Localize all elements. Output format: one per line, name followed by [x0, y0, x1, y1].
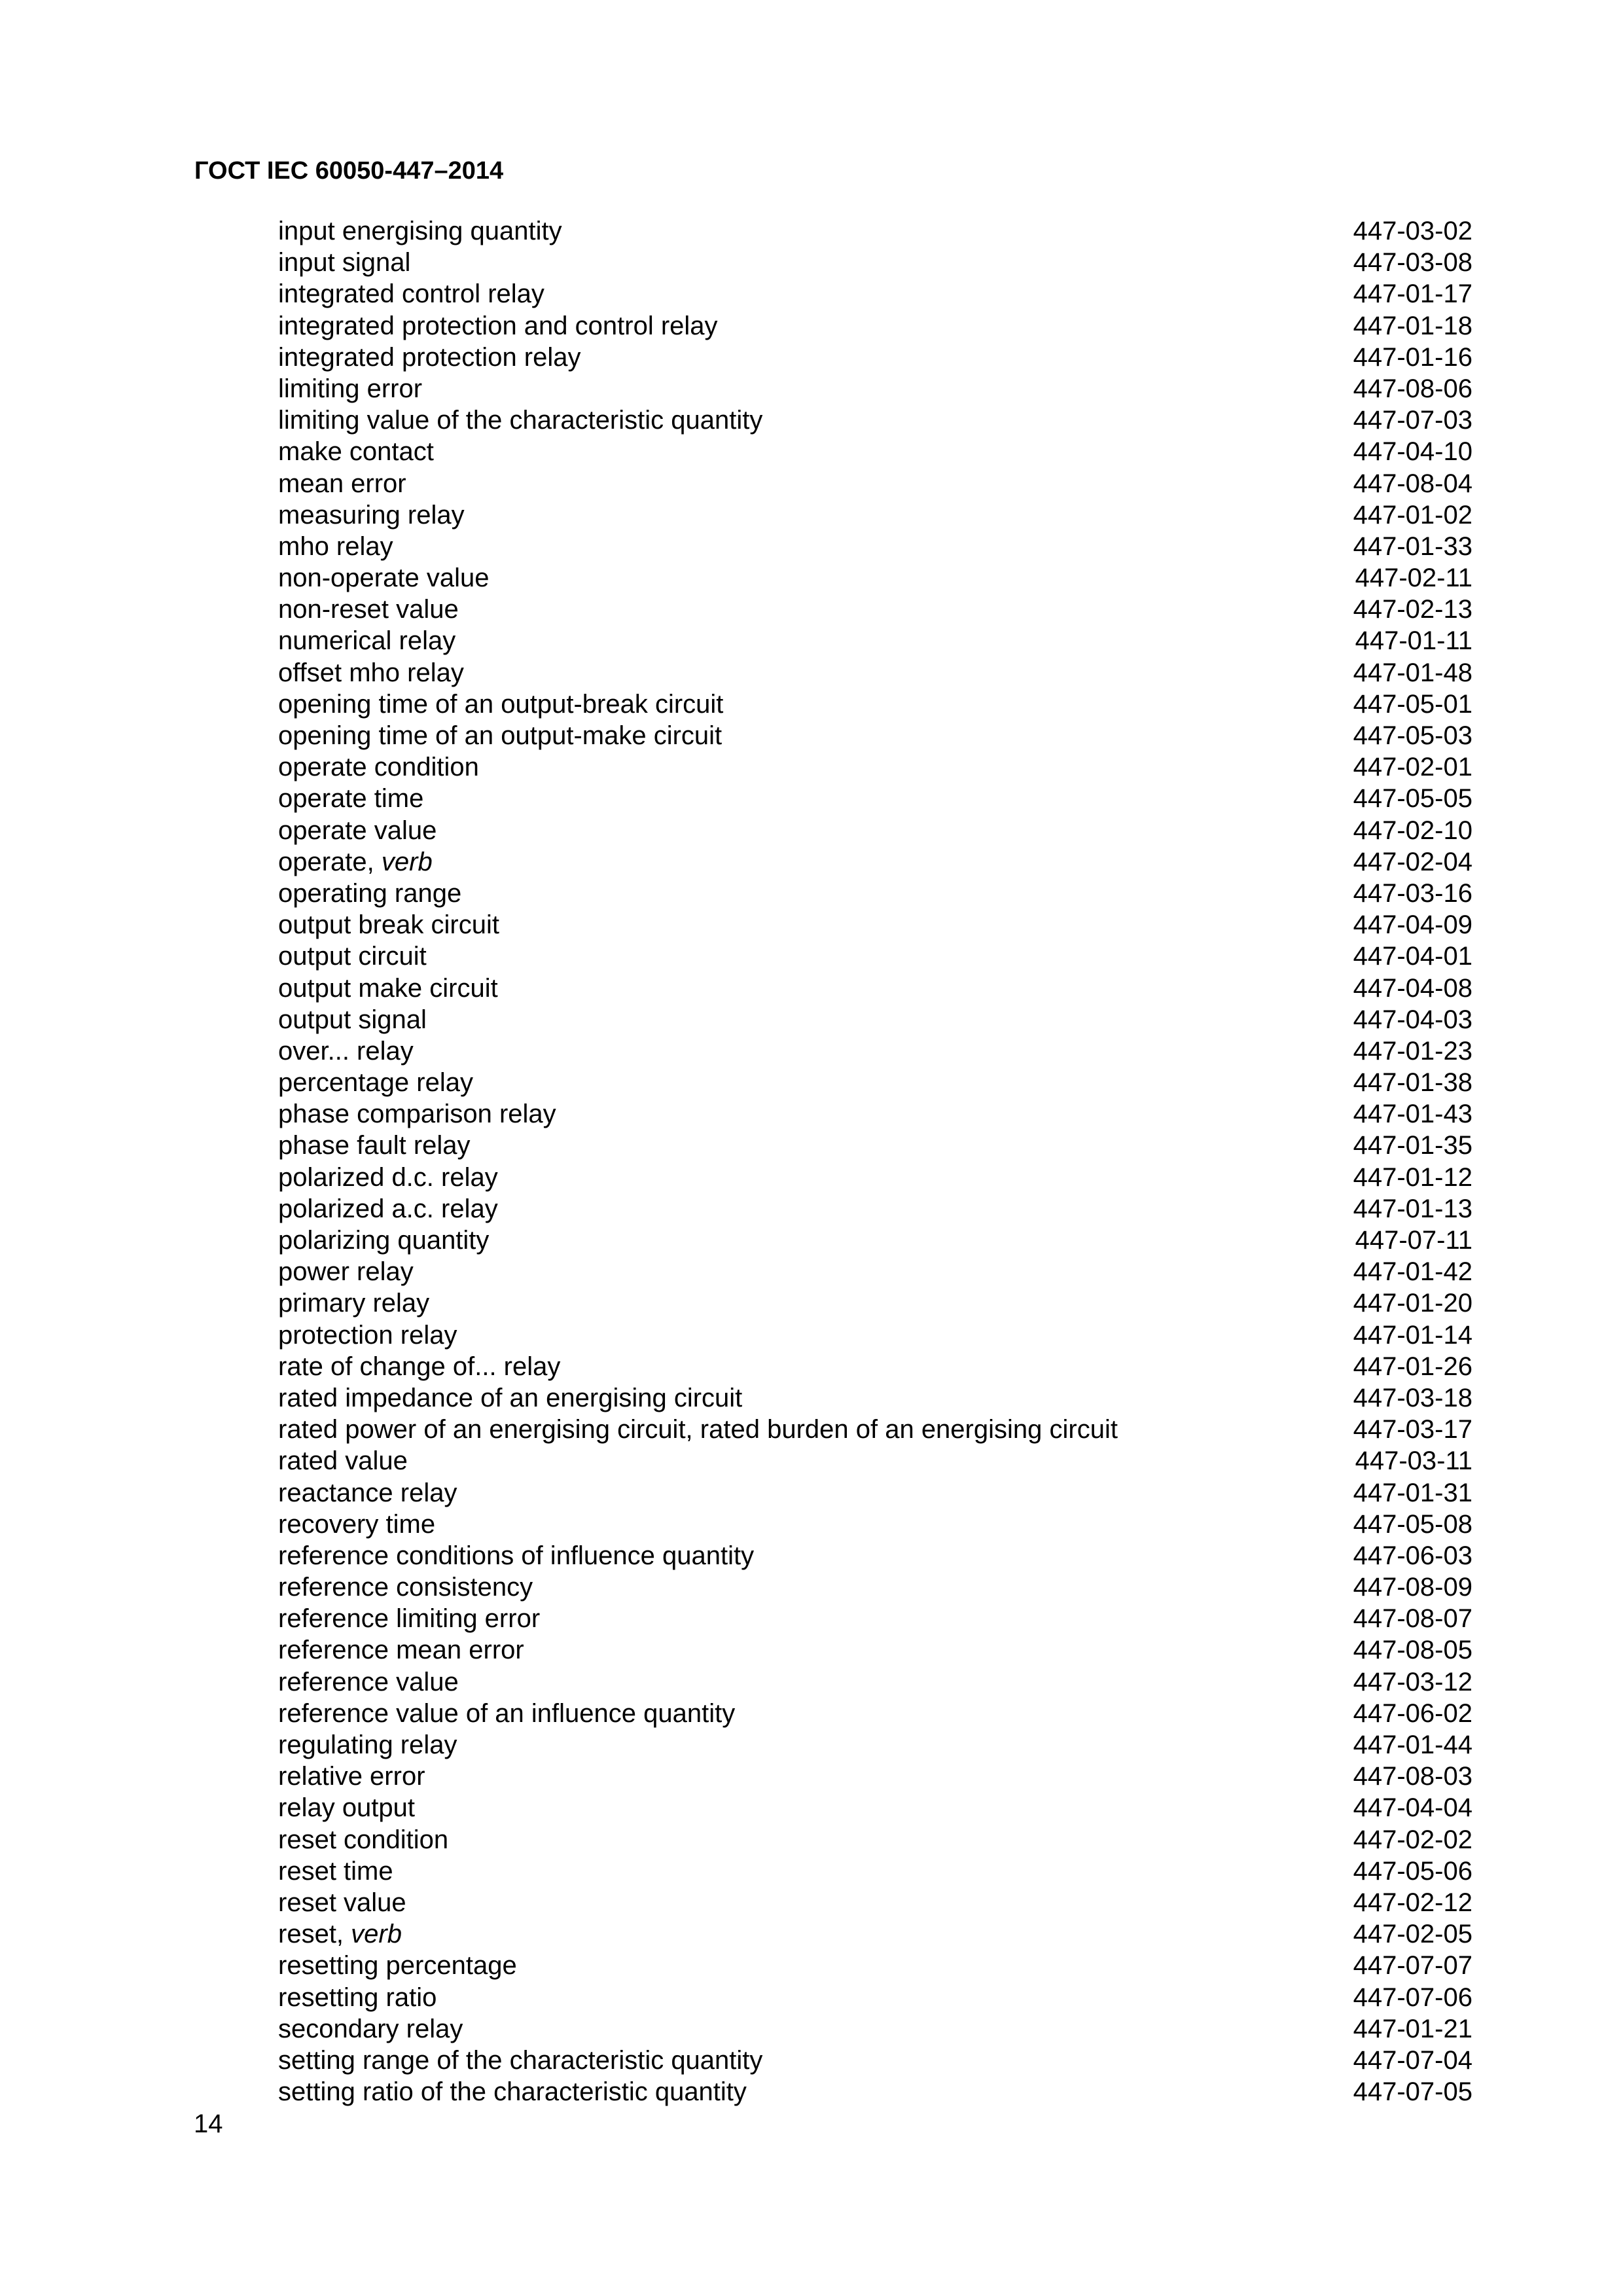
- index-reference: 447-01-21: [1353, 2014, 1472, 2043]
- index-term-text: resetting ratio: [278, 1982, 437, 2012]
- index-term: [278, 278, 544, 310]
- index-reference: 447-01-02: [1353, 500, 1472, 529]
- index-term: [278, 468, 406, 499]
- index-term: [278, 1571, 533, 1603]
- index-term-text: reference limiting error: [278, 1604, 541, 1634]
- index-term: [278, 815, 437, 846]
- index-term: [278, 1950, 517, 1981]
- index-entry: [278, 689, 1472, 720]
- index-term-text: rated value: [278, 1446, 408, 1476]
- index-reference: 447-03-11: [1355, 1446, 1472, 1476]
- index-reference: 447-05-03: [1353, 721, 1472, 750]
- index-entry: [278, 1603, 1472, 1634]
- index-entry: [278, 783, 1472, 814]
- index-reference: 447-02-04: [1353, 847, 1472, 876]
- index-term: [278, 846, 433, 878]
- index-entry: [278, 909, 1472, 941]
- index-term-text: setting ratio of the characteristic quantity: [278, 2077, 747, 2107]
- index-entry: [278, 1067, 1472, 1098]
- index-term: [278, 1761, 425, 1792]
- index-term: [278, 436, 434, 467]
- index-term: [278, 1256, 414, 1287]
- index-term: [278, 1729, 457, 1761]
- index-term: [278, 373, 422, 404]
- index-reference: 447-01-31: [1353, 1478, 1472, 1507]
- index-reference: 447-02-13: [1353, 595, 1472, 624]
- index-entry: [278, 657, 1472, 689]
- index-reference: 447-05-06: [1353, 1856, 1472, 1886]
- index-reference: 447-08-04: [1353, 469, 1472, 498]
- index-term-text: reset condition: [278, 1825, 449, 1854]
- index-entry: [278, 562, 1472, 594]
- index-term: [278, 1603, 540, 1634]
- index-reference: 447-08-06: [1353, 374, 1472, 403]
- index-entry: [278, 1950, 1472, 1981]
- index-reference: 447-03-02: [1353, 217, 1472, 245]
- index-term: [278, 1225, 489, 1256]
- index-term: [278, 1035, 414, 1067]
- index-entry: [278, 1225, 1472, 1256]
- index-term: [278, 625, 455, 656]
- index-reference: 447-05-01: [1353, 689, 1472, 719]
- index-reference: 447-08-07: [1353, 1604, 1472, 1634]
- index-reference: 447-05-05: [1353, 784, 1472, 814]
- index-entry: [278, 1319, 1472, 1351]
- index-reference: 447-02-02: [1353, 1825, 1472, 1854]
- index-entry: [278, 1130, 1472, 1161]
- index-reference: 447-03-18: [1353, 1383, 1472, 1412]
- index-reference: 447-07-07: [1353, 1951, 1472, 1981]
- index-term: [278, 499, 465, 531]
- index-entry: [278, 878, 1472, 909]
- index-entry: [278, 720, 1472, 751]
- index-entry: [278, 815, 1472, 846]
- index-term-qualifier: verb: [381, 847, 433, 876]
- index-term-text: polarized d.c. relay: [278, 1162, 498, 1192]
- index-term: [278, 1319, 457, 1351]
- index-term-text: integrated protection and control relay: [278, 311, 718, 340]
- index-reference: 447-02-11: [1355, 564, 1472, 593]
- index-term-text: protection relay: [278, 1320, 457, 1350]
- index-term: [278, 878, 461, 909]
- index-term-text: rated power of an energising circuit, rated burden of an energising circuit: [278, 1415, 1118, 1444]
- index-entry: [278, 310, 1472, 342]
- index-term: [278, 1666, 459, 1698]
- index-entry: [278, 1824, 1472, 1856]
- index-term: [278, 2076, 747, 2108]
- index-entry: [278, 468, 1472, 499]
- index-term-text: operate time: [278, 784, 424, 814]
- index-entry: [278, 1666, 1472, 1698]
- index-entry: [278, 1792, 1472, 1823]
- index-term-text: output circuit: [278, 942, 427, 971]
- index-reference: 447-01-33: [1353, 531, 1472, 561]
- index-reference: 447-01-48: [1353, 658, 1472, 687]
- index-entry: [278, 1918, 1472, 1950]
- index-entry: [278, 941, 1472, 972]
- index-reference: 447-07-05: [1353, 2077, 1472, 2107]
- index-term: [278, 1982, 437, 2013]
- index-term-text: opening time of an output-break circuit: [278, 689, 724, 719]
- index-entry: [278, 342, 1472, 373]
- index-term-text: reference mean error: [278, 1636, 524, 1665]
- index-term-text: limiting error: [278, 374, 423, 403]
- index-term-text: reference consistency: [278, 1573, 533, 1602]
- index-reference: 447-06-03: [1353, 1541, 1472, 1570]
- index-term: [278, 1509, 435, 1540]
- index-term-text: operate value: [278, 816, 437, 845]
- index-term-text: non-reset value: [278, 595, 459, 624]
- index-reference: 447-03-16: [1353, 878, 1472, 908]
- index-reference: 447-04-09: [1353, 910, 1472, 940]
- index-term-text: relay output: [278, 1793, 416, 1823]
- index-entry: [278, 404, 1472, 436]
- index-term-text: reactance relay: [278, 1478, 457, 1507]
- index-term-text: offset mho relay: [278, 658, 464, 687]
- index-term-text: reference value of an influence quantity: [278, 1698, 736, 1728]
- index-term: [278, 1887, 406, 1918]
- index-reference: 447-07-06: [1353, 1982, 1472, 2012]
- index-term-text: reference conditions of influence quantity: [278, 1541, 755, 1570]
- index-term: [278, 342, 581, 373]
- index-term-text: operate,: [278, 847, 382, 876]
- index-term: [278, 909, 499, 941]
- index-reference: 447-01-44: [1353, 1731, 1472, 1759]
- index-term-text: polarizing quantity: [278, 1226, 490, 1255]
- index-term-text: reset time: [278, 1856, 393, 1886]
- index-entry: [278, 1887, 1472, 1918]
- index-reference: 447-07-04: [1353, 2045, 1472, 2075]
- index-term-text: secondary relay: [278, 2014, 463, 2043]
- index-term: [278, 404, 762, 436]
- index-entry: [278, 1856, 1472, 1887]
- document-header: ГОСТ IEC 60050-447–2014: [194, 157, 504, 185]
- index-term: [278, 1477, 457, 1509]
- index-term: [278, 1918, 402, 1950]
- index-term: [278, 1098, 556, 1130]
- index-term-text: reference value: [278, 1667, 459, 1696]
- index-reference: 447-02-12: [1353, 1888, 1472, 1917]
- index-entry: [278, 278, 1472, 310]
- index-term: [278, 1351, 560, 1382]
- index-term: [278, 594, 459, 625]
- index-entry: [278, 594, 1472, 625]
- index-entry: [278, 2076, 1472, 2108]
- index-reference: 447-01-18: [1353, 311, 1472, 340]
- index-term: [278, 310, 718, 342]
- index-term: [278, 531, 393, 562]
- index-term: [278, 562, 489, 594]
- index-term: [278, 1004, 427, 1035]
- index-term-text: percentage relay: [278, 1068, 473, 1098]
- index-entry: [278, 1287, 1472, 1319]
- index-term: [278, 1540, 754, 1571]
- index-term-text: power relay: [278, 1257, 414, 1287]
- index-entry: [278, 215, 1472, 247]
- index-reference: 447-03-17: [1353, 1415, 1472, 1444]
- index-entry: [278, 1761, 1472, 1792]
- index-reference: 447-01-26: [1353, 1352, 1472, 1381]
- index-term-text: polarized a.c. relay: [278, 1194, 498, 1223]
- index-term-text: output signal: [278, 1005, 427, 1034]
- index-term-text: phase fault relay: [278, 1131, 471, 1160]
- index-term-text: make contact: [278, 437, 434, 467]
- index-entry: [278, 1634, 1472, 1666]
- index-term-text: relative error: [278, 1762, 425, 1791]
- index-term: [278, 689, 723, 720]
- index-term-text: resetting percentage: [278, 1951, 517, 1981]
- index-reference: 447-01-13: [1353, 1194, 1472, 1223]
- index-reference: 447-01-16: [1353, 342, 1472, 372]
- index-entry: [278, 1509, 1472, 1540]
- index-term: [278, 1382, 742, 1414]
- index-entry: [278, 1982, 1472, 2013]
- index-term: [278, 783, 423, 814]
- index-reference: 447-05-08: [1353, 1509, 1472, 1539]
- index-reference: 447-08-05: [1353, 1636, 1472, 1665]
- index-reference: 447-08-09: [1353, 1573, 1472, 1602]
- index-term-text: mean error: [278, 469, 406, 498]
- index-term: [278, 657, 464, 689]
- index-term-text: operate condition: [278, 753, 479, 782]
- index-term-text: output break circuit: [278, 910, 499, 940]
- index-entry: [278, 1445, 1472, 1477]
- index-reference: 447-01-14: [1353, 1320, 1472, 1350]
- index-term: [278, 1130, 471, 1161]
- term-index-list: [278, 215, 1472, 2108]
- index-reference: 447-01-38: [1353, 1068, 1472, 1098]
- index-term: [278, 1634, 524, 1666]
- index-term-text: input energising quantity: [278, 217, 562, 245]
- index-entry: [278, 751, 1472, 783]
- index-reference: 447-07-03: [1353, 406, 1472, 435]
- index-entry: [278, 373, 1472, 404]
- index-entry: [278, 436, 1472, 467]
- index-term: [278, 2045, 762, 2076]
- index-reference: 447-07-11: [1355, 1226, 1472, 1255]
- index-term: [278, 751, 479, 783]
- index-term-text: regulating relay: [278, 1731, 457, 1759]
- index-entry: [278, 625, 1472, 656]
- index-reference: 447-01-12: [1353, 1162, 1472, 1192]
- index-term: [278, 973, 498, 1004]
- index-term-text: limiting value of the characteristic quantity: [278, 406, 763, 435]
- index-reference: 447-04-10: [1353, 437, 1472, 467]
- index-reference: 447-04-04: [1353, 1793, 1472, 1823]
- index-reference: 447-01-23: [1353, 1036, 1472, 1066]
- index-term-text: rate of change of... relay: [278, 1352, 561, 1381]
- index-term-text: output make circuit: [278, 973, 498, 1003]
- index-entry: [278, 531, 1472, 562]
- index-term-text: non-operate value: [278, 564, 490, 593]
- index-entry: [278, 1571, 1472, 1603]
- index-term: [278, 1698, 735, 1729]
- index-term: [278, 1824, 448, 1856]
- index-term: [278, 720, 722, 751]
- index-reference: 447-01-42: [1353, 1257, 1472, 1287]
- index-term: [278, 1162, 498, 1193]
- index-entry: [278, 973, 1472, 1004]
- index-reference: 447-03-08: [1353, 248, 1472, 278]
- index-entry: [278, 1351, 1472, 1382]
- index-entry: [278, 247, 1472, 278]
- index-entry: [278, 1256, 1472, 1287]
- index-entry: [278, 1004, 1472, 1035]
- page-number: 14: [194, 2109, 223, 2138]
- index-reference: 447-01-20: [1353, 1289, 1472, 1318]
- index-term-text: mho relay: [278, 531, 393, 561]
- index-entry: [278, 1193, 1472, 1225]
- index-term: [278, 247, 410, 278]
- index-term: [278, 1856, 393, 1887]
- index-term-text: numerical relay: [278, 626, 456, 656]
- index-term-text: measuring relay: [278, 500, 465, 529]
- index-term: [278, 1792, 415, 1823]
- index-term: [278, 1193, 498, 1225]
- index-term-text: opening time of an output-make circuit: [278, 721, 722, 750]
- index-reference: 447-02-05: [1353, 1920, 1472, 1949]
- index-term-qualifier: verb: [351, 1920, 402, 1949]
- index-reference: 447-01-43: [1353, 1100, 1472, 1129]
- index-term-text: input signal: [278, 248, 411, 278]
- index-term: [278, 1414, 1118, 1445]
- index-term-text: primary relay: [278, 1289, 430, 1318]
- index-reference: 447-04-03: [1353, 1005, 1472, 1034]
- index-entry: [278, 1035, 1472, 1067]
- index-entry: [278, 1540, 1472, 1571]
- index-reference: 447-01-11: [1355, 626, 1472, 656]
- index-term-text: recovery time: [278, 1509, 436, 1539]
- index-reference: 447-03-12: [1353, 1667, 1472, 1696]
- index-term: [278, 941, 427, 972]
- index-reference: 447-08-03: [1353, 1762, 1472, 1791]
- index-entry: [278, 1477, 1472, 1509]
- index-entry: [278, 1414, 1472, 1445]
- index-term-text: reset,: [278, 1920, 351, 1949]
- index-reference: 447-04-01: [1353, 942, 1472, 971]
- index-reference: 447-02-10: [1353, 816, 1472, 845]
- index-term-text: integrated protection relay: [278, 342, 581, 372]
- index-term: [278, 2013, 463, 2045]
- index-term: [278, 1445, 408, 1477]
- index-reference: 447-01-35: [1353, 1131, 1472, 1160]
- index-reference: 447-01-17: [1353, 279, 1472, 309]
- index-term-text: operating range: [278, 878, 462, 908]
- index-entry: [278, 1698, 1472, 1729]
- index-reference: 447-02-01: [1353, 753, 1472, 782]
- index-term-text: over... relay: [278, 1036, 414, 1066]
- index-entry: [278, 1162, 1472, 1193]
- index-entry: [278, 1382, 1472, 1414]
- index-entry: [278, 1729, 1472, 1761]
- index-entry: [278, 499, 1472, 531]
- index-term-text: rated impedance of an energising circuit: [278, 1383, 743, 1412]
- index-reference: 447-04-08: [1353, 973, 1472, 1003]
- index-term: [278, 1287, 429, 1319]
- index-entry: [278, 2013, 1472, 2045]
- index-term: [278, 215, 562, 247]
- index-entry: [278, 2045, 1472, 2076]
- index-term-text: setting range of the characteristic quantity: [278, 2045, 763, 2075]
- index-reference: 447-06-02: [1353, 1698, 1472, 1728]
- index-term: [278, 1067, 473, 1098]
- index-term-text: reset value: [278, 1888, 406, 1917]
- index-term-text: phase comparison relay: [278, 1100, 556, 1129]
- index-term-text: integrated control relay: [278, 279, 544, 309]
- index-entry: [278, 846, 1472, 878]
- index-entry: [278, 1098, 1472, 1130]
